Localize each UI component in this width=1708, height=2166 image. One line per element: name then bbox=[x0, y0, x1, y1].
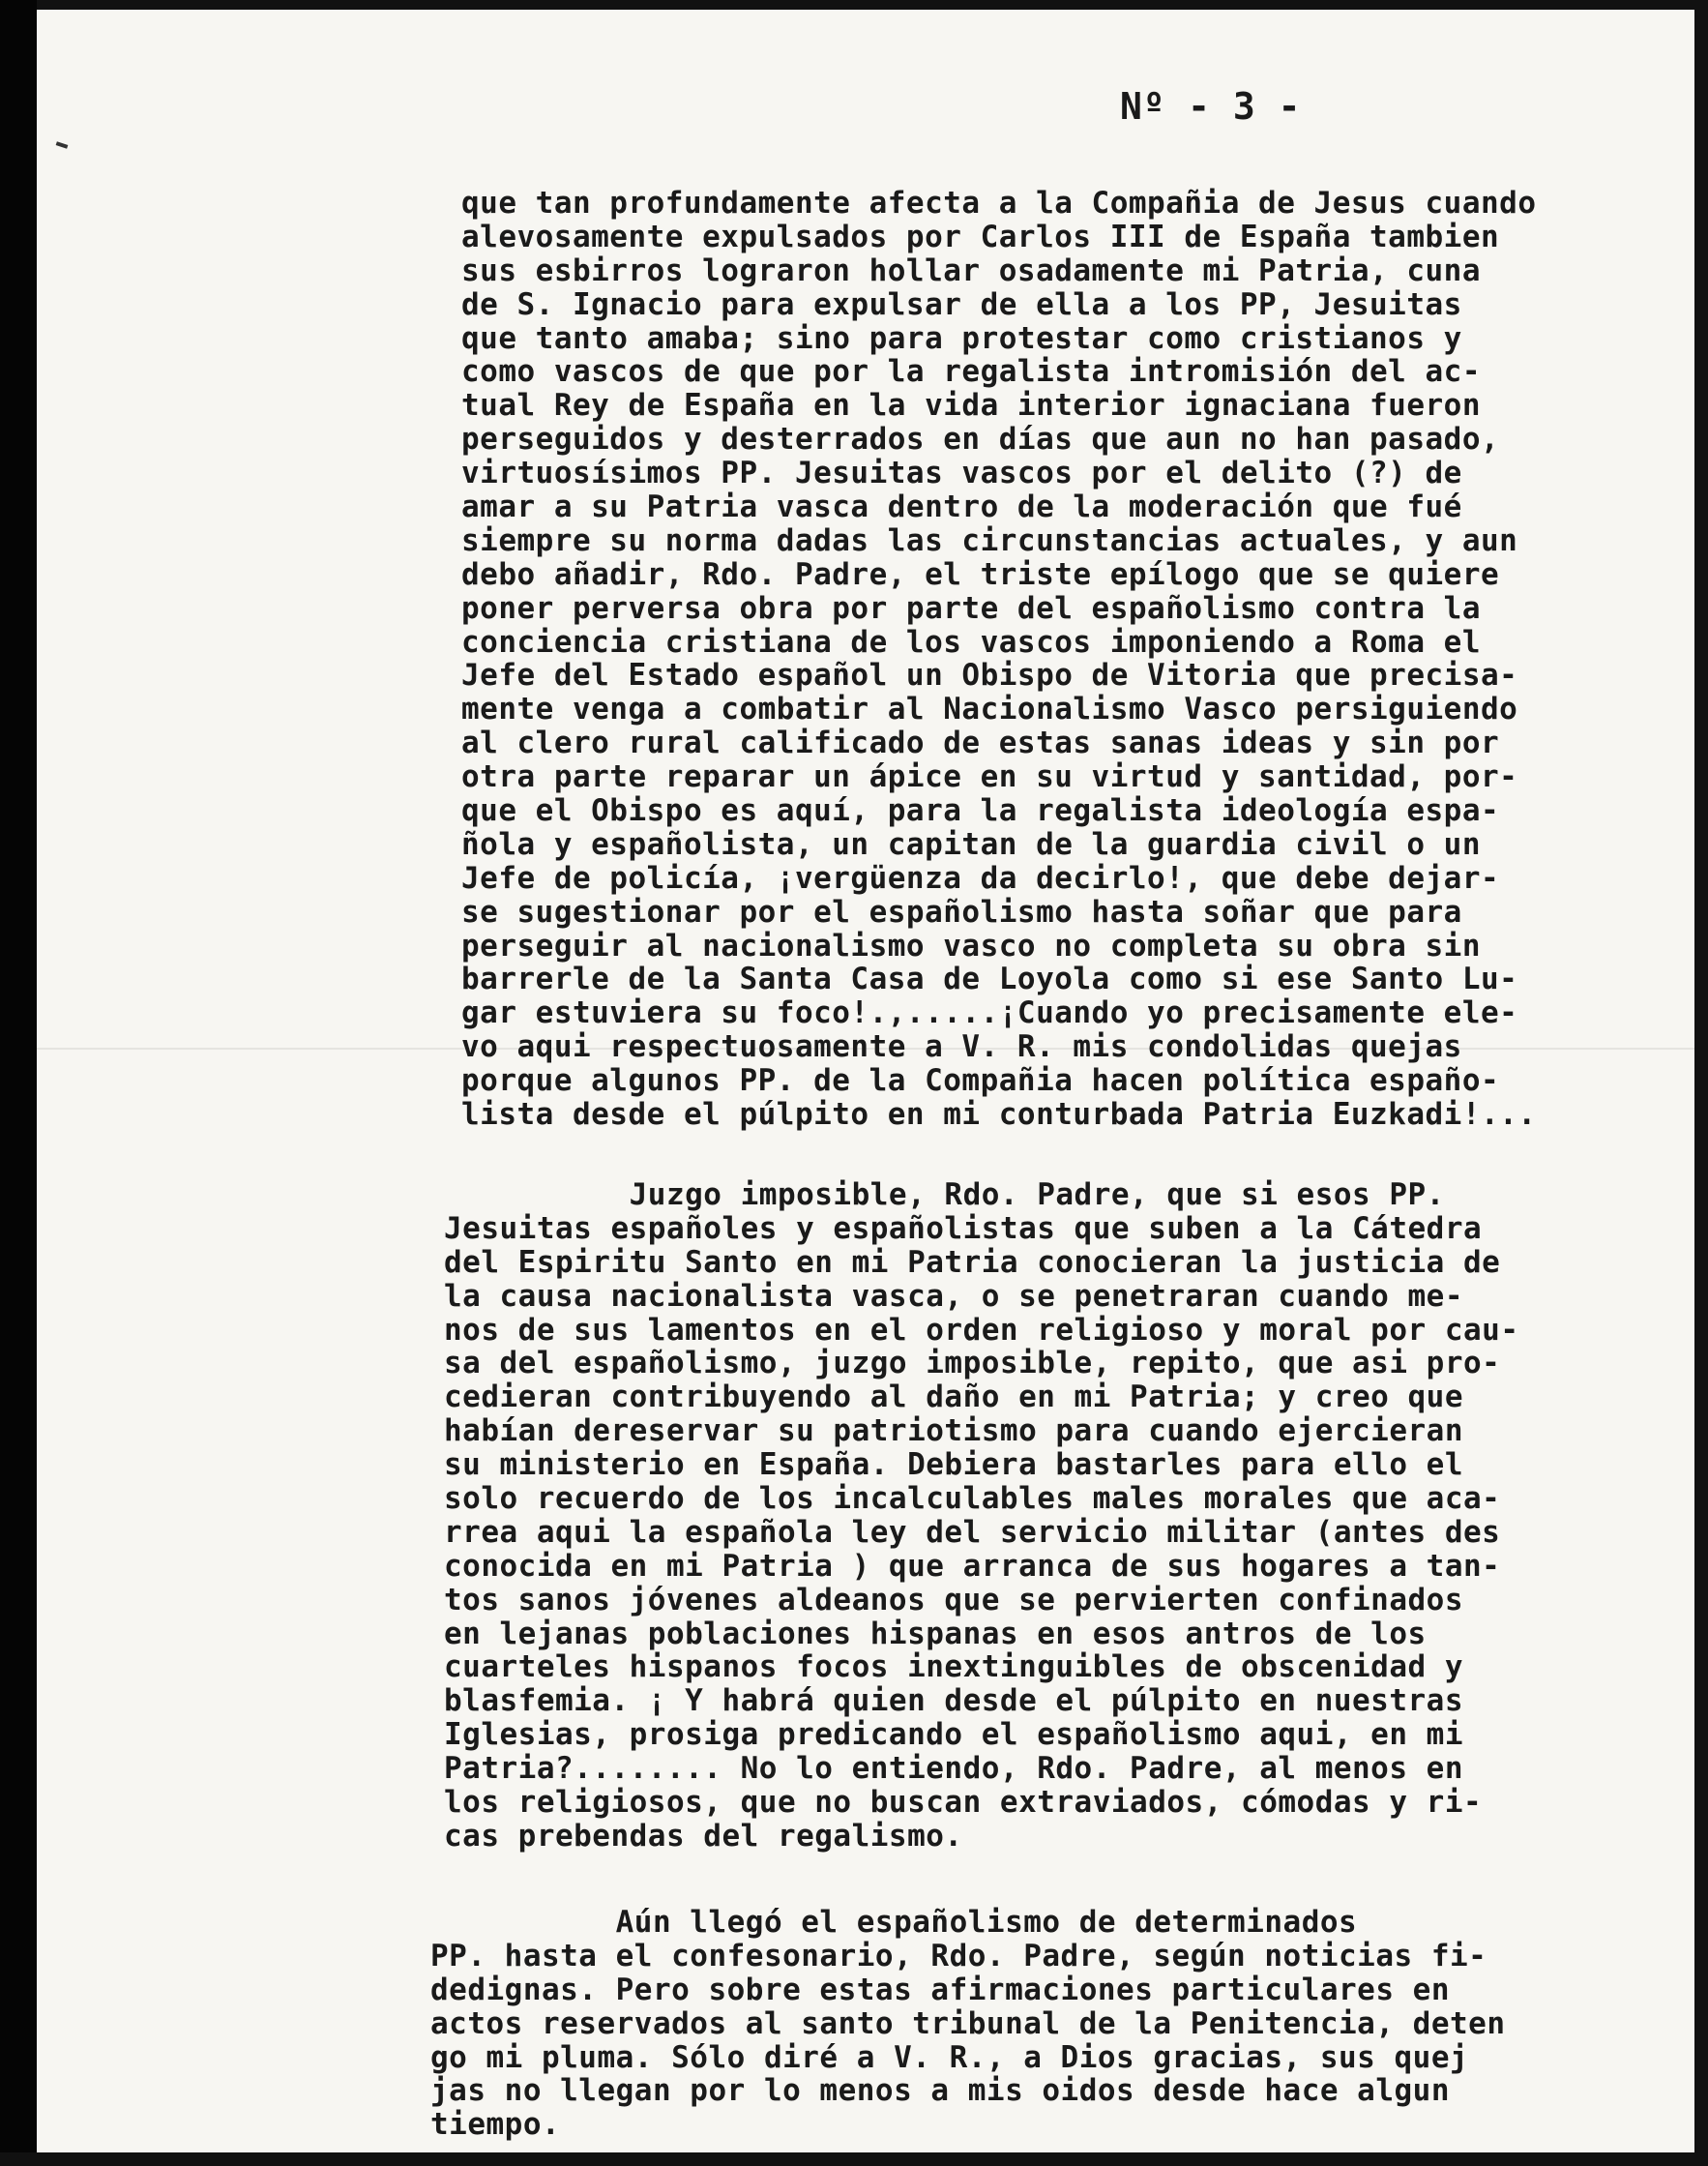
text-line: actos reservados al santo tribunal de la Penitencia, deten bbox=[430, 2005, 1506, 2041]
text-line: Iglesias, prosiga predicando el españolismo aqui, en mi bbox=[444, 1717, 1463, 1753]
text-line: debo añadir, Rdo. Padre, el triste epílogo que se quiere bbox=[461, 556, 1500, 592]
scan-left-border bbox=[0, 0, 37, 2166]
text-line: mente venga a combatir al Nacionalismo Vasco persiguiendo bbox=[461, 692, 1518, 727]
text-line: jas no llegan por lo menos a mis oidos desde hace algun bbox=[430, 2073, 1450, 2109]
text-line: virtuosísimos PP. Jesuitas vascos por el delito (?) de bbox=[461, 456, 1462, 491]
text-line: porque algunos PP. de la Compañia hacen política españo- bbox=[461, 1063, 1500, 1099]
text-line: tual Rey de España en la vida interior ignaciana fueron bbox=[461, 388, 1481, 424]
text-line: siempre su norma dadas las circunstancias actuales, y aun bbox=[461, 522, 1518, 558]
text-line: amar a su Patria vasca dentro de la moderación que fué bbox=[461, 490, 1462, 525]
text-line: solo recuerdo de los incalculables males morales que aca- bbox=[444, 1481, 1501, 1517]
text-line: cas prebendas del regalismo. bbox=[444, 1818, 963, 1854]
text-line: rrea aqui la española ley del servicio militar (antes des bbox=[444, 1514, 1501, 1550]
text-line: Juzgo imposible, Rdo. Padre, que si esos PP. bbox=[444, 1177, 1445, 1212]
text-line: tos sanos jóvenes aldeanos que se pervierten confinados bbox=[444, 1582, 1463, 1617]
text-line: como vascos de que por la regalista intromisión del ac- bbox=[461, 354, 1481, 390]
text-line: dedignas. Pero sobre estas afirmaciones particulares en bbox=[430, 1972, 1450, 2007]
text-line: vo aqui respectuosamente a V. R. mis condolidas quejas bbox=[461, 1029, 1462, 1065]
text-line: gar estuviera su foco!.,.....¡Cuando yo precisamente ele- bbox=[461, 995, 1518, 1031]
text-line: tiempo. bbox=[430, 2107, 561, 2143]
text-line: lista desde el púlpito en mi conturbada Patria Euzkadi!... bbox=[461, 1097, 1537, 1133]
text-line: Jefe de policía, ¡vergüenza da decirlo!, que debe dejar- bbox=[461, 860, 1500, 896]
text-line: los religiosos, que no buscan extraviados, cómodas y ri- bbox=[444, 1785, 1483, 1821]
scan-mark bbox=[56, 141, 69, 149]
text-line: la causa nacionalista vasca, o se penetraran cuando me- bbox=[444, 1278, 1463, 1314]
text-line: perseguidos y desterrados en días que aun no han pasado, bbox=[461, 422, 1500, 458]
text-line: go mi pluma. Sólo diré a V. R., a Dios gracias, sus quej bbox=[430, 2039, 1469, 2075]
text-line: cuarteles hispanos focos inextinguibles de obscenidad y bbox=[444, 1649, 1463, 1685]
text-line: Jefe del Estado español un Obispo de Vitoria que precisa- bbox=[461, 658, 1518, 694]
text-line: sus esbirros lograron hollar osadamente mi Patria, cuna bbox=[461, 252, 1481, 288]
text-line: del Espiritu Santo en mi Patria conocieran la justicia de bbox=[444, 1244, 1501, 1280]
scan-bottom-edge bbox=[0, 2152, 1708, 2166]
scan-right-border bbox=[1694, 0, 1708, 2166]
text-line: barrerle de la Santa Casa de Loyola como si ese Santo Lu- bbox=[461, 962, 1518, 997]
text-line: que el Obispo es aquí, para la regalista ideología espa- bbox=[461, 793, 1500, 829]
text-line: alevosamente expulsados por Carlos III de España tambien bbox=[461, 219, 1500, 254]
paragraph-2 bbox=[444, 1178, 1519, 1854]
text-line: otra parte reparar un ápice en su virtud y santidad, por- bbox=[461, 759, 1518, 795]
text-line: ñola y españolista, un capitan de la guardia civil o un bbox=[461, 826, 1481, 862]
text-line: que tan profundamente afecta a la Compañia de Jesus cuando bbox=[461, 186, 1537, 221]
text-line: Aún llegó el españolismo de determinados bbox=[430, 1905, 1358, 1940]
text-line: se sugestionar por el españolismo hasta soñar que para bbox=[461, 894, 1462, 930]
text-line: en lejanas poblaciones hispanas en esos antros de los bbox=[444, 1616, 1427, 1651]
text-line: perseguir al nacionalismo vasco no completa su obra sin bbox=[461, 928, 1481, 964]
page-number: Nº - 3 - bbox=[1120, 85, 1302, 128]
text-line: que tanto amaba; sino para protestar como cristianos y bbox=[461, 320, 1462, 356]
text-line: de S. Ignacio para expulsar de ella a los PP, Jesuitas bbox=[461, 286, 1462, 322]
paragraph-3 bbox=[430, 1906, 1506, 2142]
text-line: conciencia cristiana de los vascos imponiendo a Roma el bbox=[461, 624, 1481, 660]
text-line: su ministerio en España. Debiera bastarles para ello el bbox=[444, 1447, 1463, 1483]
text-line: cedieran contribuyendo al daño en mi Patria; y creo que bbox=[444, 1380, 1463, 1415]
text-line: Jesuitas españoles y españolistas que suben a la Cátedra bbox=[444, 1210, 1483, 1246]
text-line: poner perversa obra por parte del españolismo contra la bbox=[461, 590, 1481, 626]
text-line: conocida en mi Patria ) que arranca de sus hogares a tan- bbox=[444, 1548, 1501, 1584]
paragraph-1 bbox=[461, 187, 1537, 1132]
text-line: al clero rural calificado de estas sanas ideas y sin por bbox=[461, 726, 1500, 761]
text-line: sa del españolismo, juzgo imposible, repito, que asi pro- bbox=[444, 1346, 1501, 1381]
text-line: nos de sus lamentos en el orden religioso y moral por cau- bbox=[444, 1312, 1519, 1348]
text-line: blasfemia. ¡ Y habrá quien desde el púlpito en nuestras bbox=[444, 1683, 1463, 1719]
text-line: PP. hasta el confesonario, Rdo. Padre, según noticias fi- bbox=[430, 1938, 1487, 1973]
scan-top-edge bbox=[0, 0, 1708, 10]
text-line: habían dereservar su patriotismo para cuando ejercieran bbox=[444, 1413, 1463, 1449]
text-line: Patria?........ No lo entiendo, Rdo. Padre, al menos en bbox=[444, 1751, 1463, 1787]
